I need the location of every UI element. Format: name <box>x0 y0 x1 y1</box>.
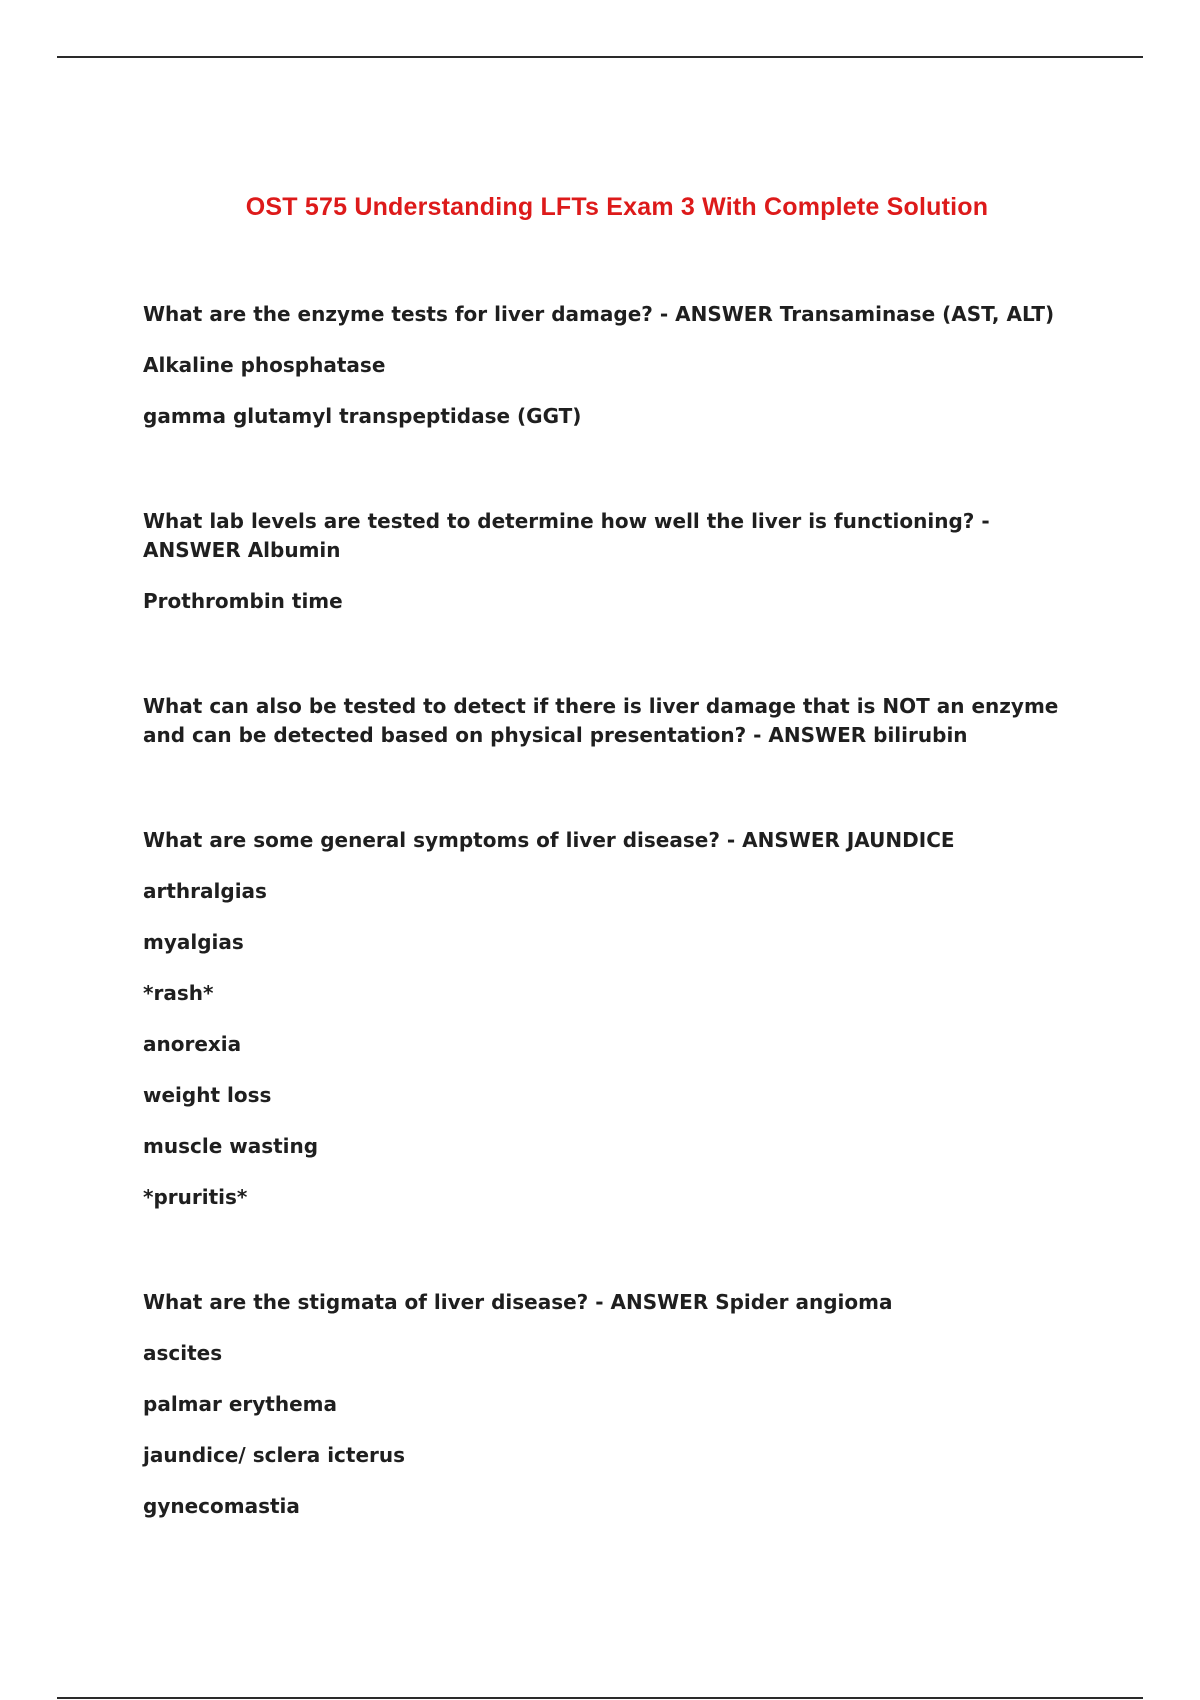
answer-line: muscle wasting <box>143 1134 319 1158</box>
qa-item <box>143 1288 1093 1521</box>
answer-line: ascites <box>143 1341 223 1365</box>
answer-line: *rash* <box>143 981 214 1005</box>
document-title: OST 575 Understanding LFTs Exam 3 With Complete Solution <box>245 193 989 221</box>
question-text: What are the enzyme tests for liver damage? - ANSWER Transaminase (AST, ALT) <box>143 302 1055 326</box>
bottom-rule <box>57 1697 1143 1699</box>
question-text: What are the stigmata of liver disease? - ANSWER Spider angioma <box>143 1290 893 1314</box>
answer-line: myalgias <box>143 930 244 954</box>
answer-line: Prothrombin time <box>143 589 343 613</box>
answer-line: gamma glutamyl transpeptidase (GGT) <box>143 404 582 428</box>
answer-line: anorexia <box>143 1032 242 1056</box>
question-text: What can also be tested to detect if there is liver damage that is NOT an enzyme and can be detected based on physical presentation? - ANSWER bilirubin <box>143 694 1059 747</box>
answer-line: arthralgias <box>143 879 267 903</box>
top-rule <box>57 56 1143 58</box>
answer-line: weight loss <box>143 1083 272 1107</box>
qa-item <box>143 826 1093 1212</box>
document-body <box>143 300 1093 1597</box>
qa-item <box>143 300 1093 431</box>
question-text: What are some general symptoms of liver disease? - ANSWER JAUNDICE <box>143 828 955 852</box>
answer-line: *pruritis* <box>143 1185 248 1209</box>
answer-line: jaundice/ sclera icterus <box>143 1443 406 1467</box>
answer-line: Alkaline phosphatase <box>143 353 386 377</box>
qa-item <box>143 692 1093 750</box>
question-text: What lab levels are tested to determine how well the liver is functioning? - ANSWER Albumin <box>143 509 990 562</box>
answer-line: palmar erythema <box>143 1392 337 1416</box>
qa-item <box>143 507 1093 616</box>
answer-line: gynecomastia <box>143 1494 300 1518</box>
